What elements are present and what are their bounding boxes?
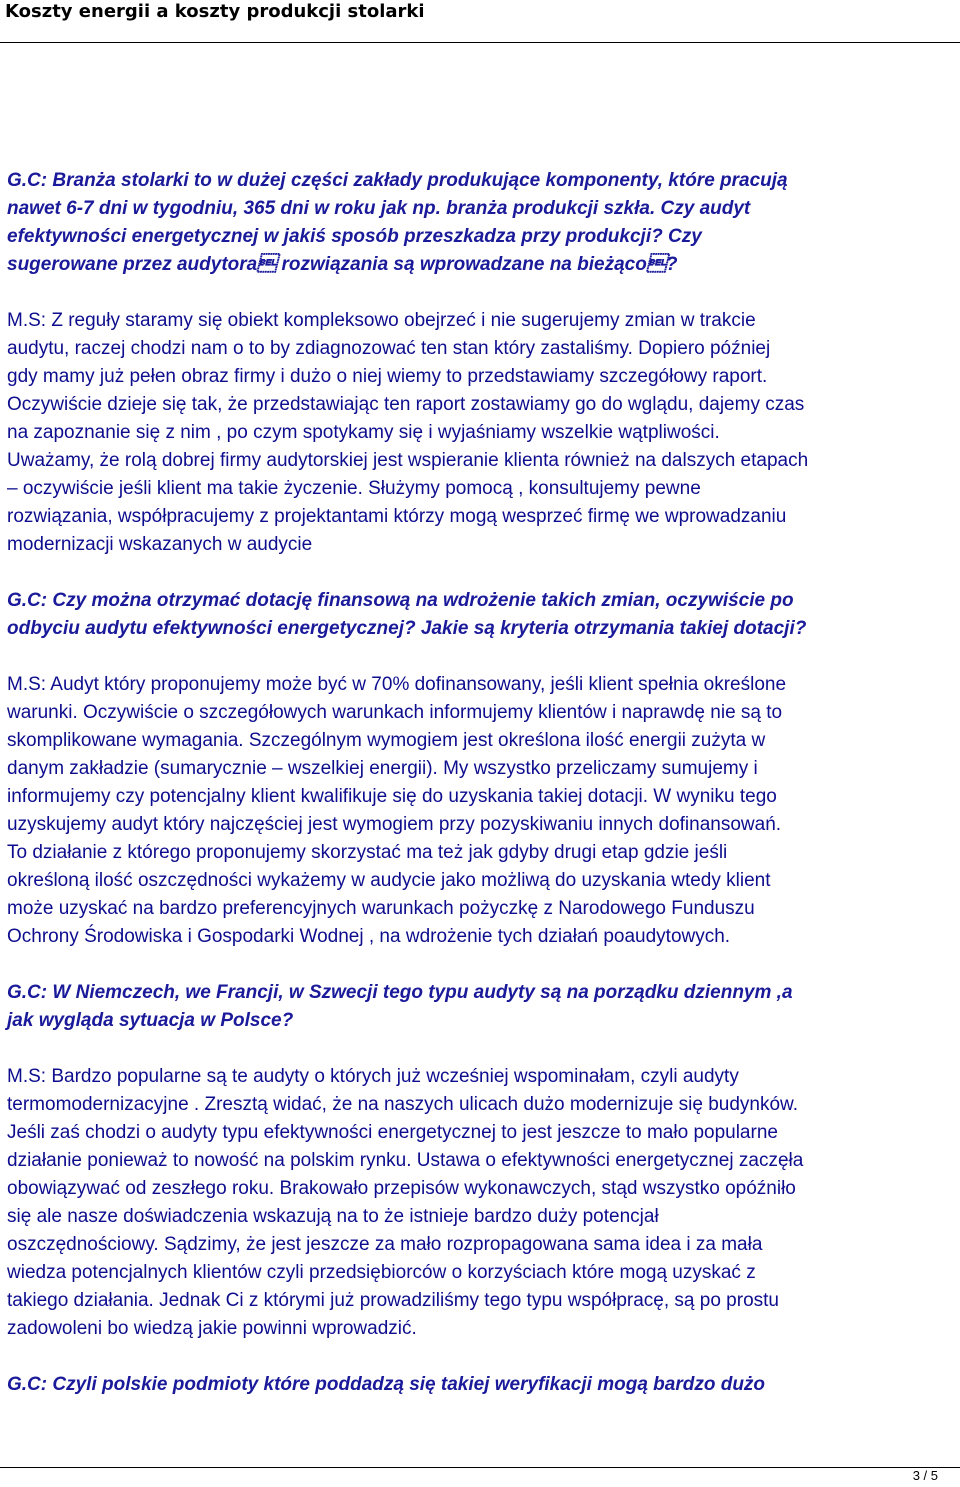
answer-paragraph <box>7 307 957 559</box>
text-line: To działanie z którego proponujemy skorzystać ma też jak gdyby drugi etap gdzie jeśli <box>7 842 728 863</box>
text-line: na zapoznanie się z nim , po czym spotykamy się i wyjaśniamy wszelkie wątpliwości. <box>7 422 720 443</box>
text-line: Uważamy, że rolą dobrej firmy audytorskiej jest wspieranie klienta również na dalszych etapach <box>7 450 809 471</box>
text-line: danym zakładzie (sumarycznie – wszelkiej energii). My wszystko przeliczamy sumujemy i <box>7 758 758 779</box>
text-line: wiedza potencjalnych klientów czyli przedsiębiorców o korzyściach które mogą uzyskać z <box>7 1262 756 1283</box>
text-line: zadowoleni bo wiedzą jakie powinni wprowadzić. <box>7 1318 417 1339</box>
text-line: M.S: Audyt który proponujemy może być w 70% dofinansowany, jeśli klient spełnia określone <box>7 674 787 695</box>
text-line: G.C: Czyli polskie podmioty które poddadzą się takiej weryfikacji mogą bardzo dużo <box>7 1374 766 1395</box>
text-line: takiego działania. Jednak Ci z którymi już prowadziliśmy tego typu współpracę, są po prostu <box>7 1290 779 1311</box>
text-line: odbyciu audytu efektywności energetycznej? Jakie są kryteria otrzymania takiej dotacji? <box>7 618 807 639</box>
text-line: G.C: Branża stolarki to w dużej części zakłady produkujące komponenty, które pracują <box>7 170 788 191</box>
question-paragraph <box>7 587 957 643</box>
text-line: działanie ponieważ to nowość na polskim rynku. Ustawa o efektywności energetycznej zaczęła <box>7 1150 804 1171</box>
text-line: Jeśli zaś chodzi o audyty typu efektywności energetycznej to jest jeszcze to mało popularne <box>7 1122 778 1143</box>
text-line: się ale nasze doświadczenia wskazują na to że istnieje bardzo duży potencjał <box>7 1206 659 1227</box>
text-line: nawet 6-7 dni w tygodniu, 365 dni w roku jak np. branża produkcji szkła. Czy audyt <box>7 198 751 219</box>
text-line: Ochrony Środowiska i Gospodarki Wodnej , na wdrożenie tych działań poaudytowych. <box>7 926 731 947</box>
text-line: modernizacji wskazanych w audycie <box>7 534 313 555</box>
text-line: jak wygląda sytuacja w Polsce? <box>7 1010 294 1031</box>
text-line: sugerowane przez audytora rozwiązania są wprowadzane na bieżąco? <box>7 254 678 275</box>
text-line: M.S: Z reguły staramy się obiekt kompleksowo obejrzeć i nie sugerujemy zmian w trakcie <box>7 310 756 331</box>
text-line: – oczywiście jeśli klient ma takie życzenie. Służymy pomocą , konsultujemy pewne <box>7 478 701 499</box>
page-number: 3 / 5 <box>912 1468 938 1483</box>
answer-paragraph <box>7 1063 957 1343</box>
page-title: Koszty energii a koszty produkcji stolarki <box>5 1 425 22</box>
text-line: może uzyskać na bardzo preferencyjnych warunkach pożyczkę z Narodowego Funduszu <box>7 898 755 919</box>
text-line: oszczędnościowy. Sądzimy, że jest jeszcze za mało rozpropagowana sama idea i za mała <box>7 1234 763 1255</box>
text-line: Oczywiście dzieje się tak, że przedstawiając ten raport zostawiamy go do wglądu, dajemy czas <box>7 394 805 415</box>
text-line: uzyskujemy audyt który najczęściej jest wymogiem przy pozyskiwaniu innych dofinansowań. <box>7 814 782 835</box>
text-line: G.C: Czy można otrzymać dotację finansową na wdrożenie takich zmian, oczywiście po <box>7 590 794 611</box>
text-line: określoną ilość oszczędności wykażemy w audycie jako możliwą do uzyskania wtedy klient <box>7 870 771 891</box>
text-line: termomodernizacyjne . Zresztą widać, że na naszych ulicach dużo modernizuje się budynków. <box>7 1094 798 1115</box>
text-line: warunki. Oczywiście o szczegółowych warunkach informujemy klientów i naprawdę nie są to <box>7 702 783 723</box>
text-line: skomplikowane wymagania. Szczególnym wymogiem jest określona ilość energii zużyta w <box>7 730 766 751</box>
page-header <box>0 0 960 43</box>
document-body <box>7 167 957 1399</box>
text-line: rozwiązania, współpracujemy z projektantami którzy mogą wesprzeć firmę we wprowadzaniu <box>7 506 787 527</box>
footer-divider <box>0 1467 960 1468</box>
question-paragraph <box>7 1371 957 1399</box>
text-line: G.C: W Niemczech, we Francji, w Szwecji tego typu audyty są na porządku dziennym ,a <box>7 982 793 1003</box>
question-paragraph <box>7 979 957 1035</box>
text-line: gdy mamy już pełen obraz firmy i dużo o niej wiemy to przedstawiamy szczegółowy raport. <box>7 366 768 387</box>
text-line: audytu, raczej chodzi nam o to by zdiagnozować ten stan który zastaliśmy. Dopiero później <box>7 338 771 359</box>
question-paragraph <box>7 167 957 279</box>
answer-paragraph <box>7 671 957 951</box>
text-line: informujemy czy potencjalny klient kwalifikuje się do uzyskania takiej dotacji. W wyniku tego <box>7 786 777 807</box>
text-line: M.S: Bardzo popularne są te audyty o których już wcześniej wspominałam, czyli audyty <box>7 1066 739 1087</box>
text-line: obowiązywać od zeszłego roku. Brakowało przepisów wykonawczych, stąd wszystko opóźniło <box>7 1178 796 1199</box>
text-line: efektywności energetycznej w jakiś sposób przeszkadza przy produkcji? Czy <box>7 226 702 247</box>
